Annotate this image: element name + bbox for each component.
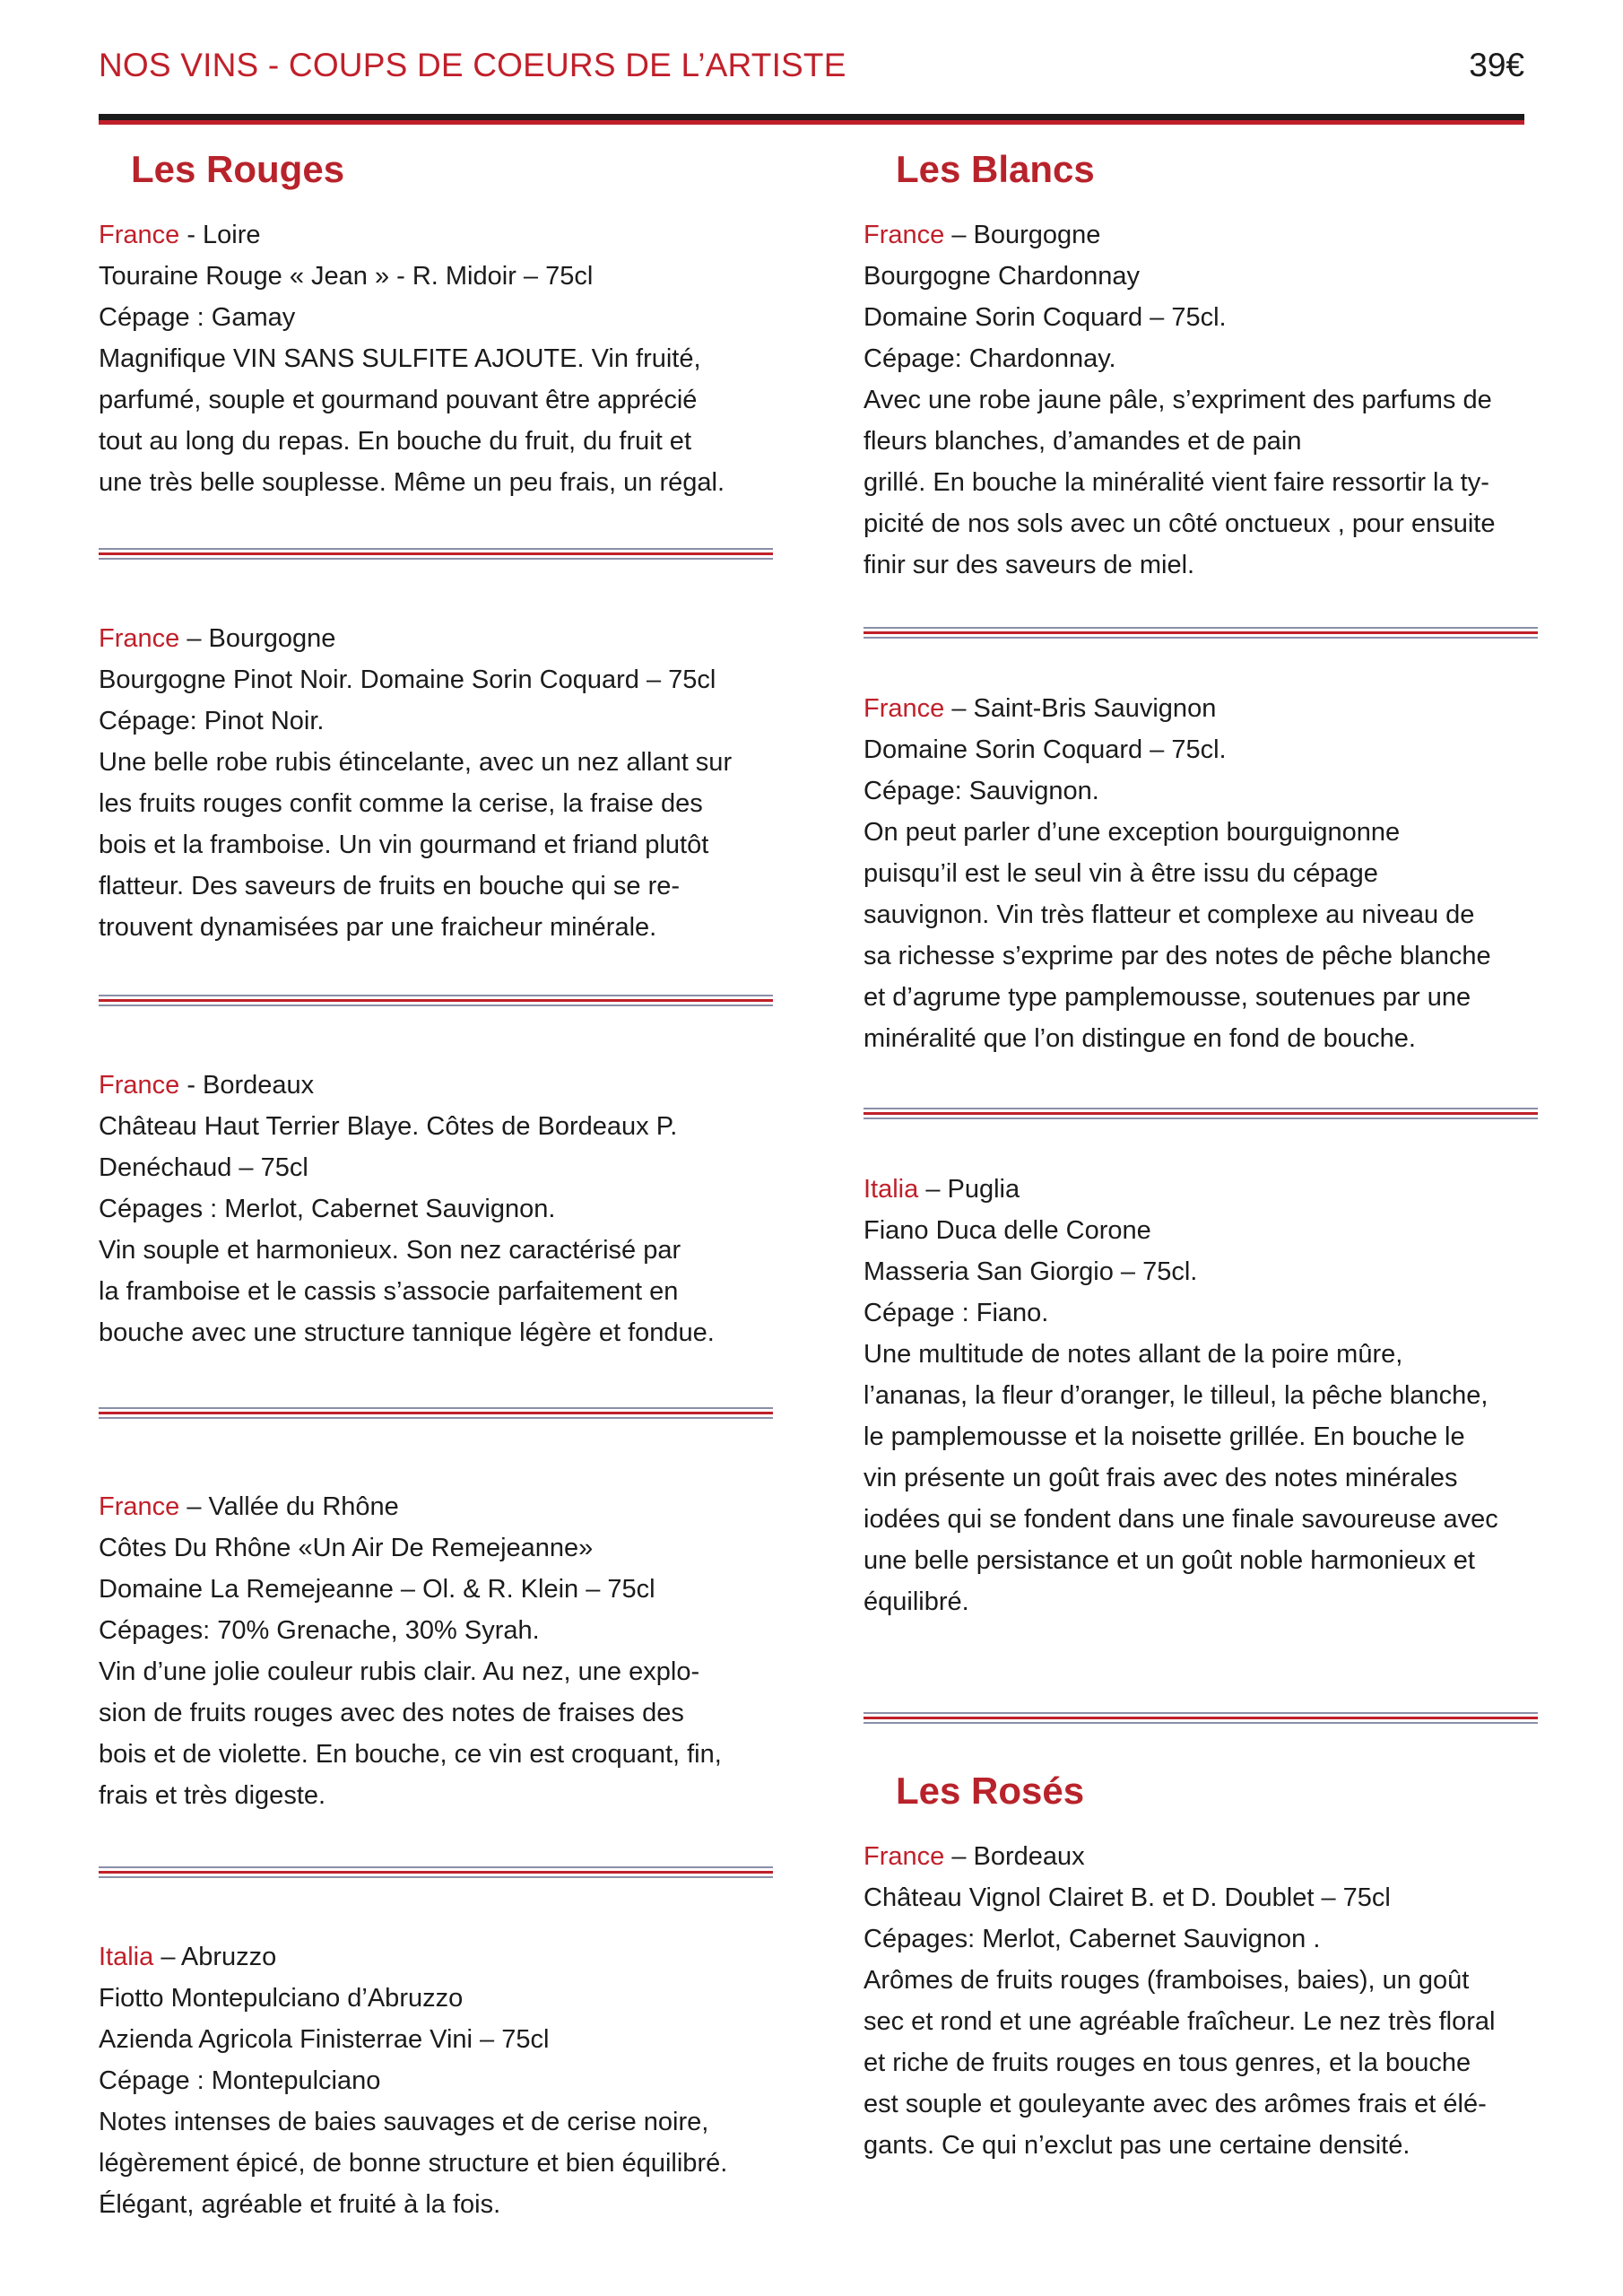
- wine-description-line: Notes intenses de baies sauvages et de cerise noire,: [99, 2108, 709, 2136]
- wine-description-line: équilibré.: [864, 1587, 969, 1616]
- separator-rule: [864, 1712, 1538, 1728]
- wine-description-line: Magnifique VIN SANS SULFITE AJOUTE. Vin fruité,: [99, 344, 701, 373]
- wine-entry: [864, 688, 1538, 1059]
- wine-description-line: les fruits rouges confit comme la cerise, la fraise des: [99, 789, 703, 818]
- separator-rule: [864, 627, 1538, 643]
- wine-country: Italia: [99, 1943, 154, 1971]
- wine-detail-line: Cépage: Sauvignon.: [864, 777, 1099, 805]
- wine-description-line: sauvignon. Vin très flatteur et complexe au niveau de: [864, 900, 1475, 929]
- separator-rule: [99, 1866, 773, 1883]
- wine-description-line: On peut parler d’une exception bourguignonne: [864, 818, 1401, 847]
- blancs-list: [864, 214, 1538, 1728]
- wine-detail-line: Azienda Agricola Finisterrae Vini – 75cl: [99, 2025, 550, 2054]
- wine-description-line: Une multitude de notes allant de la poire mûre,: [864, 1340, 1403, 1369]
- wine-detail-line: Château Haut Terrier Blaye. Côtes de Bordeaux P.: [99, 1112, 678, 1141]
- wine-country: France: [99, 1071, 180, 1100]
- wine-country: France: [99, 221, 180, 249]
- section-title-rouges: Les Rouges: [131, 148, 345, 190]
- wine-detail-line: Cépage : Montepulciano: [99, 2066, 381, 2095]
- wine-origin: [864, 1836, 1538, 1877]
- wine-description-line: sion de fruits rouges avec des notes de fraises des: [99, 1699, 684, 1727]
- roses-list: [864, 1836, 1538, 2166]
- wine-detail-line: Cépage : Gamay: [99, 303, 296, 332]
- wine-detail-line: Fiano Duca delle Corone: [864, 1216, 1151, 1245]
- wine-description-line: grillé. En bouche la minéralité vient faire ressortir la ty-: [864, 468, 1489, 497]
- wine-description-line: le pamplemousse et la noisette grillée. En bouche le: [864, 1422, 1465, 1451]
- wine-detail-line: Côtes Du Rhône «Un Air De Remejeanne»: [99, 1534, 594, 1562]
- header-rule: [99, 114, 1524, 130]
- wine-region: – Puglia: [918, 1175, 1020, 1204]
- header-price: 39€: [1469, 47, 1524, 83]
- wine-description-line: Élégant, agréable et fruité à la fois.: [99, 2190, 501, 2219]
- wine-entry: [864, 214, 1538, 586]
- wine-region: - Bordeaux: [179, 1071, 315, 1100]
- wine-description-line: l’ananas, la fleur d’oranger, le tilleul, la pêche blanche,: [864, 1381, 1488, 1410]
- wine-country: France: [864, 694, 945, 723]
- section-title-roses: Les Rosés: [896, 1770, 1085, 1812]
- wine-detail-line: Masseria San Giorgio – 75cl.: [864, 1257, 1198, 1286]
- separator-rule: [99, 548, 773, 564]
- wine-description-line: flatteur. Des saveurs de fruits en bouche qui se re-: [99, 872, 681, 900]
- wine-detail-line: Fiotto Montepulciano d’Abruzzo: [99, 1984, 464, 2013]
- wine-description-line: Vin souple et harmonieux. Son nez caractérisé par: [99, 1236, 681, 1265]
- wine-origin: [864, 688, 1538, 729]
- wine-origin: [99, 214, 773, 256]
- wine-detail-line: Domaine Sorin Coquard – 75cl.: [864, 735, 1227, 764]
- wine-description-line: et riche de fruits rouges en tous genres, et la bouche: [864, 2048, 1471, 2077]
- wine-description-line: bois et de violette. En bouche, ce vin est croquant, fin,: [99, 1740, 722, 1769]
- wine-description-line: Avec une robe jaune pâle, s’expriment des parfums de: [864, 386, 1492, 414]
- wine-country: Italia: [864, 1175, 919, 1204]
- wine-detail-line: Cépage : Fiano.: [864, 1299, 1049, 1327]
- wine-detail-line: Domaine La Remejeanne – Ol. & R. Klein – 75cl: [99, 1575, 655, 1604]
- wine-detail-line: Cépages : Merlot, Cabernet Sauvignon.: [99, 1195, 556, 1223]
- wine-description-line: est souple et gouleyante avec des arômes frais et élé-: [864, 2090, 1487, 2118]
- wine-description-line: sa richesse s’exprime par des notes de pêche blanche: [864, 942, 1491, 970]
- wine-detail-line: Bourgogne Chardonnay: [864, 262, 1140, 291]
- wine-description-line: sec et rond et une agréable fraîcheur. Le nez très floral: [864, 2007, 1496, 2036]
- wine-description-line: Arômes de fruits rouges (framboises, baies), un goût: [864, 1966, 1470, 1995]
- wine-region: – Abruzzo: [153, 1943, 277, 1971]
- wine-description-line: Vin d’une jolie couleur rubis clair. Au nez, une explo-: [99, 1657, 700, 1686]
- wine-description-line: et d’agrume type pamplemousse, soutenues par une: [864, 983, 1471, 1012]
- wine-detail-line: Domaine Sorin Coquard – 75cl.: [864, 303, 1227, 332]
- wine-description-line: légèrement épicé, de bonne structure et bien équilibré.: [99, 2149, 728, 2178]
- wine-detail-line: Cépages: 70% Grenache, 30% Syrah.: [99, 1616, 540, 1645]
- column-right: [864, 139, 1538, 2166]
- wine-detail-line: Bourgogne Pinot Noir. Domaine Sorin Coquard – 75cl: [99, 665, 716, 694]
- wine-entry: [99, 214, 773, 503]
- wine-detail-line: Touraine Rouge « Jean » - R. Midoir – 75cl: [99, 262, 594, 291]
- wine-description-line: puisqu’il est le seul vin à être issu du cépage: [864, 859, 1378, 888]
- wine-description-line: tout au long du repas. En bouche du fruit, du fruit et: [99, 427, 691, 456]
- wine-region: – Bourgogne: [179, 624, 336, 653]
- wine-description-line: la framboise et le cassis s’associe parfaitement en: [99, 1277, 679, 1306]
- wine-origin: [864, 1169, 1538, 1210]
- wine-entry: [864, 1836, 1538, 2166]
- wine-entry: [864, 1169, 1538, 1622]
- rouges-list: [99, 214, 773, 2225]
- wine-description-line: gants. Ce qui n’exclut pas une certaine densité.: [864, 2131, 1410, 2160]
- wine-country: France: [864, 221, 945, 249]
- wine-description-line: bouche avec une structure tannique légère et fondue.: [99, 1318, 715, 1347]
- separator-rule: [99, 995, 773, 1011]
- wine-origin: [99, 1936, 773, 1978]
- wine-description-line: minéralité que l’on distingue en fond de bouche.: [864, 1024, 1416, 1053]
- wine-description-line: une belle persistance et un goût noble harmonieux et: [864, 1546, 1475, 1575]
- wine-country: France: [99, 1492, 180, 1521]
- wine-description-line: parfumé, souple et gourmand pouvant être apprécié: [99, 386, 698, 414]
- wine-country: France: [99, 624, 180, 653]
- wine-description-line: picité de nos sols avec un côté onctueux , pour ensuite: [864, 509, 1496, 538]
- wine-description-line: vin présente un goût frais avec des notes minérales: [864, 1464, 1458, 1492]
- column-left: [99, 139, 773, 2225]
- wine-detail-line: Château Vignol Clairet B. et D. Doublet – 75cl: [864, 1883, 1391, 1912]
- wine-origin: [99, 618, 773, 659]
- wine-entry: [99, 618, 773, 948]
- wine-region: – Bourgogne: [944, 221, 1101, 249]
- separator-rule: [864, 1108, 1538, 1124]
- wine-detail-line: Cépage: Pinot Noir.: [99, 707, 325, 735]
- separator-rule: [99, 1407, 773, 1423]
- wine-region: – Saint-Bris Sauvignon: [944, 694, 1217, 723]
- wine-entry: [99, 1936, 773, 2225]
- wine-country: France: [864, 1842, 945, 1871]
- wine-description-line: finir sur des saveurs de miel.: [864, 551, 1195, 579]
- wine-detail-line: Cépage: Chardonnay.: [864, 344, 1116, 373]
- wine-description-line: bois et la framboise. Un vin gourmand et friand plutôt: [99, 831, 709, 859]
- wine-origin: [864, 214, 1538, 256]
- wine-description-line: fleurs blanches, d’amandes et de pain: [864, 427, 1302, 456]
- section-title-blancs: Les Blancs: [896, 148, 1095, 190]
- wine-description-line: Une belle robe rubis étincelante, avec un nez allant sur: [99, 748, 733, 777]
- wine-description-line: trouvent dynamisées par une fraicheur minérale.: [99, 913, 657, 942]
- wine-detail-line: Denéchaud – 75cl: [99, 1153, 308, 1182]
- wine-detail-line: Cépages: Merlot, Cabernet Sauvignon .: [864, 1925, 1321, 1953]
- wine-region: – Bordeaux: [944, 1842, 1085, 1871]
- wine-origin: [99, 1065, 773, 1106]
- wine-origin: [99, 1486, 773, 1527]
- wine-description-line: une très belle souplesse. Même un peu frais, un régal.: [99, 468, 725, 497]
- wine-region: - Loire: [179, 221, 261, 249]
- wine-entry: [99, 1065, 773, 1353]
- wine-region: – Vallée du Rhône: [179, 1492, 399, 1521]
- header-title: NOS VINS - COUPS DE COEURS DE L’ARTISTE: [99, 47, 846, 83]
- wine-entry: [99, 1486, 773, 1816]
- wine-description-line: iodées qui se fondent dans une finale savoureuse avec: [864, 1505, 1498, 1534]
- wine-description-line: frais et très digeste.: [99, 1781, 326, 1810]
